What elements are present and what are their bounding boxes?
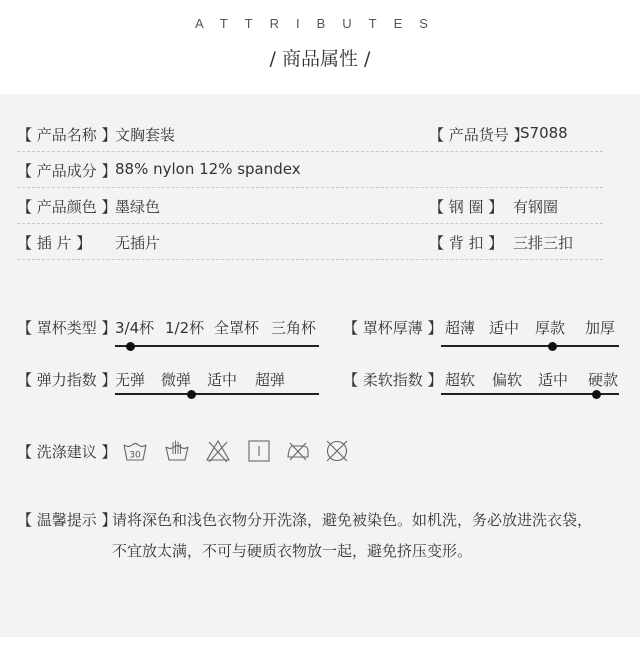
thickness-track — [441, 345, 619, 347]
thickness-option: 加厚 — [585, 319, 616, 337]
tips-text-line1: 请将深色和浅色衣物分开洗涤，避免被染色。如机洗，务必放进洗衣袋， — [112, 511, 593, 529]
attribute-row-color — [17, 187, 603, 224]
thickness-option: 超薄 — [445, 319, 476, 337]
cup-type-option: 全罩杯 — [214, 319, 260, 337]
softness-label: 【 柔软指数 】 — [343, 371, 443, 389]
elasticity-option: 无弹 — [115, 371, 146, 389]
softness-option: 偏软 — [492, 371, 523, 389]
wash-30-icon — [122, 438, 148, 464]
insert-pad-value: 无插片 — [115, 234, 161, 252]
wash-temp-text: 30 — [129, 450, 141, 461]
cup-type-track — [115, 345, 319, 347]
cup-type-label: 【 罩杯类型 】 — [17, 319, 117, 337]
material-value: 88% nylon 12% spandex — [115, 160, 301, 178]
attribute-row-name — [17, 115, 603, 152]
color-value: 墨绿色 — [115, 198, 161, 216]
color-label: 【 产品颜色 】 — [17, 198, 117, 216]
product-code-label: 【 产品货号 】 — [429, 126, 529, 144]
back-closure-value: 三排三扣 — [513, 234, 574, 252]
elasticity-label: 【 弹力指数 】 — [17, 371, 117, 389]
elasticity-indicator — [187, 390, 196, 399]
softness-option: 超软 — [445, 371, 476, 389]
elasticity-option: 微弹 — [161, 371, 192, 389]
care-label: 【 洗涤建议 】 — [17, 443, 117, 461]
iron-icon — [285, 438, 311, 464]
no-bleach-icon — [205, 438, 231, 464]
header — [0, 0, 640, 94]
elasticity-track — [115, 393, 319, 395]
hand-wash-icon — [164, 438, 190, 464]
no-dry-clean-icon — [324, 438, 350, 464]
tips-label: 【 温馨提示 】 — [17, 511, 117, 529]
softness-indicator — [592, 390, 601, 399]
elasticity-option: 适中 — [207, 371, 238, 389]
bottom-strip — [0, 637, 640, 647]
insert-pad-label: 【 插 片 】 — [17, 234, 92, 252]
product-code-value: S7088 — [520, 124, 568, 142]
softness-option: 适中 — [538, 371, 569, 389]
tumble-dry-icon — [246, 438, 272, 464]
softness-option: 硬款 — [588, 371, 619, 389]
underwire-label: 【 钢 圈 】 — [429, 198, 504, 216]
attribute-row-pad — [17, 223, 603, 260]
cup-type-option: 三角杯 — [271, 319, 317, 337]
thickness-option: 适中 — [489, 319, 520, 337]
cup-type-option: 3/4杯 — [115, 319, 155, 337]
attribute-row-material — [17, 151, 603, 188]
thickness-indicator — [548, 342, 557, 351]
back-closure-label: 【 背 扣 】 — [429, 234, 504, 252]
product-name-value: 文胸套装 — [115, 126, 176, 144]
cup-type-option: 1/2杯 — [165, 319, 205, 337]
product-name-label: 【 产品名称 】 — [17, 126, 117, 144]
cup-type-indicator — [126, 342, 135, 351]
thickness-label: 【 罩杯厚薄 】 — [343, 319, 443, 337]
thickness-option: 厚款 — [535, 319, 566, 337]
material-label: 【 产品成分 】 — [17, 162, 117, 180]
elasticity-option: 超弹 — [255, 371, 286, 389]
header-title-en: ATTRIBUTES — [195, 16, 445, 31]
underwire-value: 有钢圈 — [513, 198, 559, 216]
tips-text-line2: 不宜放太满，不可与硬质衣物放一起，避免挤压变形。 — [112, 542, 473, 560]
header-title-cn: / 商品属性 / — [269, 48, 371, 70]
